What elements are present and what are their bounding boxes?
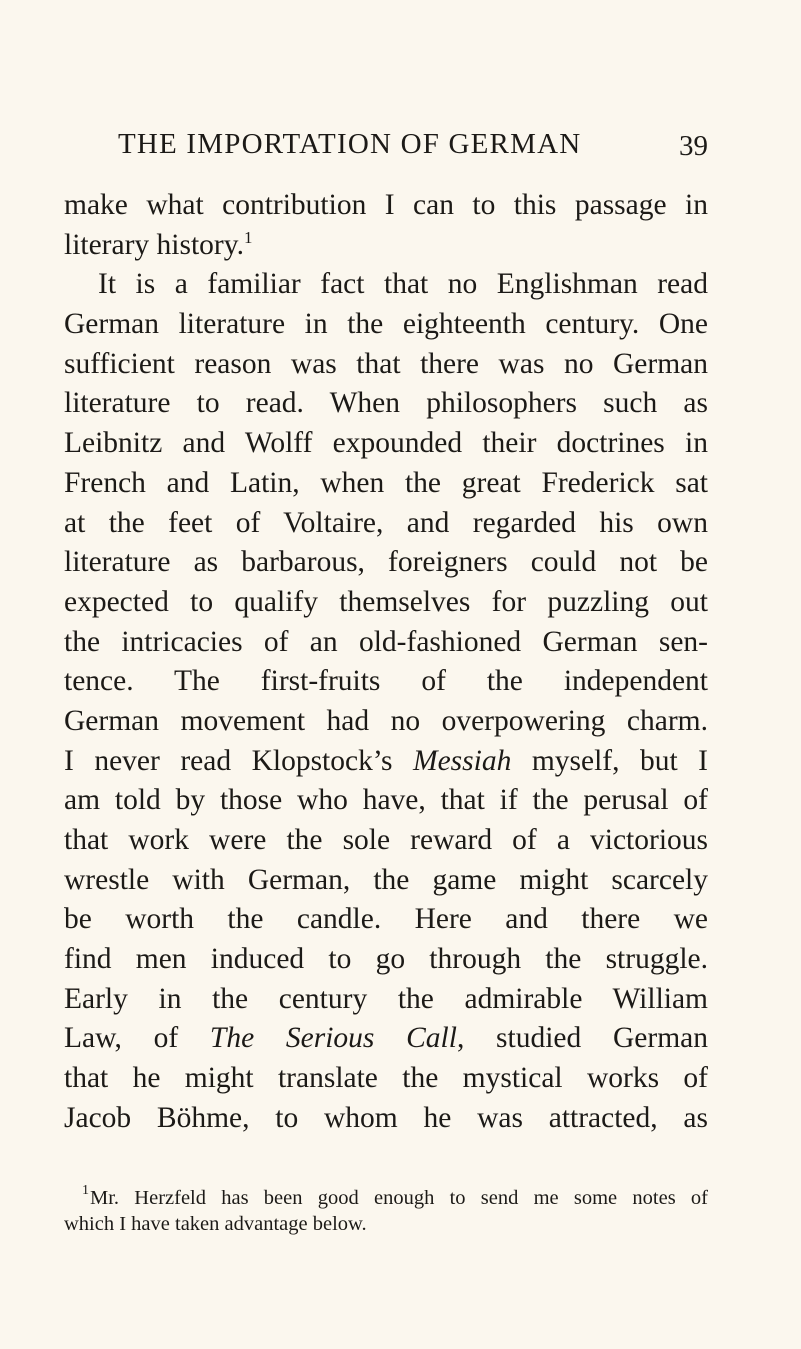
text-line: German movement had no overpowering charm. [64,704,708,737]
text-line: German literature in the eighteenth century. One [64,308,708,341]
text-line: Early in the century the admirable William [64,982,708,1015]
text-line: sufficient reason was that there was no German [64,347,708,380]
body-text [64,186,708,1139]
footnotes [64,1185,708,1237]
text-line: the intricacies of an old-fashioned German sen- [64,625,708,658]
text-line: make what contribution I can to this passage in [64,189,708,221]
text-line: that work were the sole reward of a victorious [64,824,708,856]
text-line: wrestle with German, the game might scarcely [64,863,708,896]
text-line: literary history.$^1$ [64,227,253,261]
text-line: am told by those who have, that if the perusal of [64,784,708,817]
text-line: at the feet of Voltaire, and regarded his own [64,506,708,539]
text-line: literature to read. When philosophers such as [64,387,708,420]
text-line: literature as barbarous, foreigners could not be [64,546,708,579]
page-header [118,128,708,168]
text-line: expected to qualify themselves for puzzling out [64,585,708,618]
text-line: Leibnitz and Wolff expounded their doctrines in [64,427,708,460]
text-line: be worth the candle. Here and there we [64,903,708,936]
running-title: THE IMPORTATION OF GERMAN [118,128,582,160]
footnote-marker: 1 [82,1183,89,1198]
text-line: Jacob Böhme, to whom he was attracted, as [64,1101,708,1134]
footnote-reference: 1 [243,227,253,247]
italic-title: The Serious Call [209,1022,457,1055]
text-line: tence. The first-fruits of the independent [64,665,708,698]
text-line: find men induced to go through the struggle. [64,943,708,976]
text-line: that he might translate the mystical works of [64,1062,708,1095]
text-line: It is a familiar fact that no Englishman read [98,268,708,301]
footnote-line: 1 Mr. Herzfeld has been good enough to send me some notes of [64,1185,708,1211]
page-number: 39 [679,130,708,162]
footnote-line: which I have taken advantage below. [64,1213,367,1235]
text-line: I never read Klopstock’s Messiah myself, but I [64,744,709,777]
text-line: Law, of The Serious Call, studied German [64,1022,708,1055]
text-line: French and Latin, when the great Frederick sat [64,466,708,499]
italic-title: Messiah [413,744,512,777]
